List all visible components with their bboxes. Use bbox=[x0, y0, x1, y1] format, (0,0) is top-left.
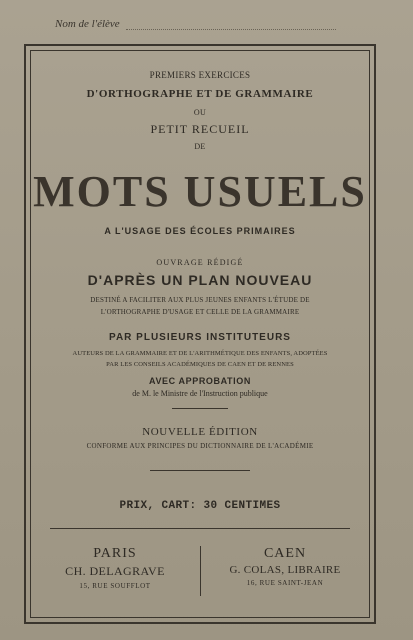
line-premiers-exercices: PREMIERS EXERCICES bbox=[149, 70, 251, 80]
caen-address: 16, RUE SAINT-JEAN bbox=[246, 579, 324, 587]
line-petit-recueil: PETIT RECUEIL bbox=[150, 122, 250, 136]
approbation: AVEC APPROBATION bbox=[149, 376, 251, 386]
destine-line-1: DESTINÉ A FACILITER AUX PLUS JEUNES ENFANTS L'ÉTUDE DE bbox=[90, 296, 310, 304]
auteurs-line-2: PAR LES CONSEILS ACADÉMIQUES DE CAEN ET DE RENNES bbox=[106, 361, 294, 368]
line-orthographe: D'ORTHOGRAPHE ET DE GRAMMAIRE bbox=[86, 88, 314, 100]
student-name-line bbox=[55, 18, 355, 30]
paris-city: PARIS bbox=[93, 546, 137, 561]
divider-publishers bbox=[50, 528, 350, 529]
conforme-line: CONFORME AUX PRINCIPES DU DICTIONNAIRE DE L'ACADÉMIE bbox=[86, 442, 314, 450]
authors-line: PAR PLUSIEURS INSTITUTEURS bbox=[109, 332, 291, 343]
destine-line-2: L'ORTHOGRAPHE D'USAGE ET CELLE DE LA GRAMMAIRE bbox=[100, 308, 300, 316]
nouvelle-edition: NOUVELLE ÉDITION bbox=[142, 426, 258, 438]
divider-short bbox=[172, 408, 228, 409]
ouvrage-redige: OUVRAGE RÉDIGÉ bbox=[156, 258, 244, 267]
price-line: PRIX, CART: 30 CENTIMES bbox=[119, 500, 281, 512]
publisher-paris bbox=[40, 546, 190, 590]
paris-publisher: CH. DELAGRAVE bbox=[65, 564, 165, 578]
plan-nouveau: D'APRÈS UN PLAN NOUVEAU bbox=[87, 272, 313, 288]
line-ou: OU bbox=[193, 108, 207, 117]
auteurs-line-1: AUTEURS DE LA GRAMMAIRE ET DE L'ARITHMÉTIQUE DES ENFANTS, ADOPTÉES bbox=[72, 350, 328, 357]
cover-content bbox=[30, 50, 370, 618]
subtitle: A L'USAGE DES ÉCOLES PRIMAIRES bbox=[104, 226, 296, 236]
caen-city: CAEN bbox=[263, 546, 307, 561]
student-name-label: Nom de l'élève bbox=[55, 18, 120, 30]
ministre-line: de M. le Ministre de l'Instruction publique bbox=[132, 389, 268, 398]
publisher-separator bbox=[200, 546, 201, 596]
student-name-dotted-line bbox=[126, 29, 336, 30]
caen-publisher: G. COLAS, LIBRAIRE bbox=[229, 564, 341, 576]
line-de: DE bbox=[194, 142, 206, 151]
paris-address: 15, RUE SOUFFLOT bbox=[79, 582, 151, 590]
main-title: MOTS USUELS bbox=[33, 167, 367, 216]
publisher-caen bbox=[210, 546, 360, 587]
divider-price bbox=[150, 470, 250, 471]
